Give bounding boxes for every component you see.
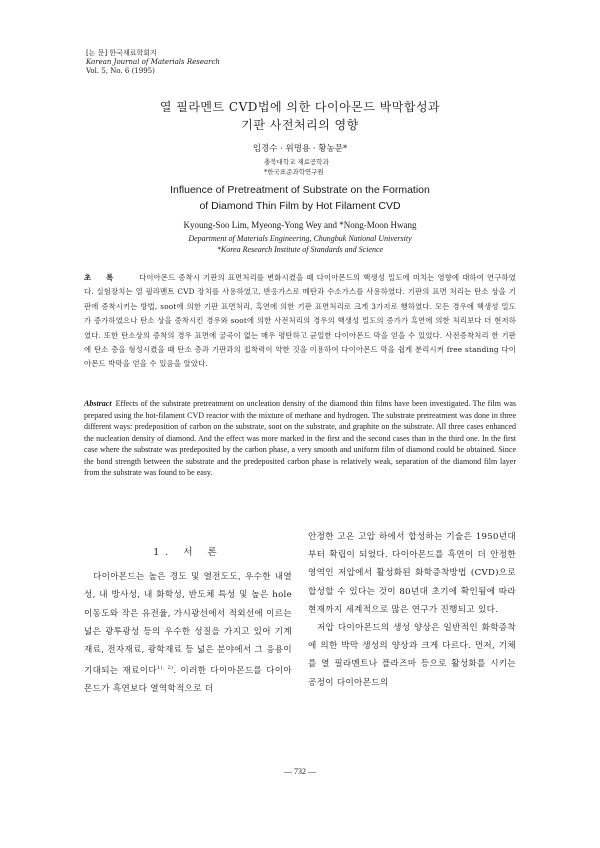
authors-korean: 임경수 · 위명용 · 황농문* xyxy=(252,144,348,154)
body-paragraph xyxy=(84,568,292,698)
affiliation-korean-line1: 충북대학교 재료공학과 xyxy=(264,158,329,166)
affiliation-english-line2: *Korea Research Institute of Standards and Science xyxy=(216,245,384,254)
body-column-right xyxy=(308,528,516,692)
affiliation-korean xyxy=(264,157,329,177)
title-korean xyxy=(0,98,600,134)
abstract-english xyxy=(84,398,516,479)
journal-name-ko: [논 문] 한국재료학회지 xyxy=(86,49,157,57)
body-column-left xyxy=(84,544,292,698)
page-number: — 732 — xyxy=(284,767,316,776)
journal-name-en: Korean Journal of Materials Research xyxy=(86,58,220,66)
abstract-korean-text: 다이아몬드 증착시 기판의 표면처리를 변화시켰을 때 다이아몬드의 핵생성 밀도에 미치는 영향에 대하여 연구하였다. 실험장치는 열 필라멘트 CVD 장치를 사용하였고, 반응가스로 메탄과 수소가스를 사용하였다. 기판의 표면 처리는 탄소 상을 기판에 증착시키는 방법, soot에 의한 기판 표면처리, 흑연에 의한 기판 표면처리로 크게 3가지로 행하였다. 모든 경우에 핵생성 밀도가 증가하였으나 탄소 상을 증착시킨 경우와 soot에 의한 사전처리의 경우의 핵생성 밀도의 증가가 흑연에 의한 처리보다 더 현저하였다. 또한 탄소상의 증착의 경우 표면에 굴곡이 없는 매우 평탄하고 균일한 다이아몬드 막을 얻을 수 있었다. 사전증착처리 한 기판에 탄소 층을 형성시켰을 때 탄소 층과 기판과의 접착력이 약한 것을 이용하여 다이아몬드 막을 쉽게 분리시켜 free standing 다이아몬드 박막을 얻을 수 있음을 알았다. xyxy=(84,273,516,369)
abstract-korean xyxy=(84,271,516,372)
body-text: 다이아몬드는 높은 경도 및 열전도도, 우수한 내열성, 내 방사성, 내 화학성, 반도체 특성 및 높은 hole 이동도와 작은 유전율, 가시광선에서 적외선에 이르는 넓은 광투광성 등의 우수한 성질을 가지고 있어 기계재료, 전자재료, 광학재료 등 넓은 분야에서 그 응용이 기대되는 재료이다 xyxy=(84,572,292,677)
abstract-english-text: Effects of the substrate pretreatment on uncleation density of the diamond thin films have been investigated. The film was prepared using the hot-filament CVD reactor with the mixture of methane and hydrogen. The substrate pretreatment was done in three different ways: predeposition of carbon on the substrate, soot on the substrate, and graphite on the substrate. All three cases enhanced the nucleation density of diamond. And the effect was more marked in the first and the second cases than in the third one. In the first case where the substrate was predeposited by the carbon phase, a very smooth and uniform film of diamond could be obtained. Since the bond strength between the substrate and the predeposited carbon phase is relatively weak, separation of the diamond film layer from the substrate was found to be easy. xyxy=(84,399,516,477)
section-title: 1. 서 론 xyxy=(153,547,223,558)
title-english-line2: of Diamond Thin Film by Hot Filament CVD xyxy=(199,200,401,212)
affiliation-english xyxy=(0,233,600,255)
affiliation-korean-line2: *한국표준과학연구원 xyxy=(264,168,324,176)
abstract-english-label: Abstract xyxy=(84,399,112,408)
reference-superscript: 1), 2) xyxy=(156,665,174,672)
body-paragraph: 저압 다이아몬드의 생성 양상은 일반적인 화학증착에 의한 박막 생성의 양상과 크게 다르다. 먼저, 기체를 열 필라멘트나 플라즈마 등으로 활성화를 시키는 공정이 다이아몬드의 xyxy=(308,623,516,688)
body-text-continued: . 이러한 다이아몬드를 다이아몬드가 흑연보다 열역학적으로 더 xyxy=(84,666,292,695)
affiliation-english-line1: Department of Materials Engineering, Chungbuk National University xyxy=(188,234,412,243)
title-english-line1: Influence of Pretreatment of Substrate on the Formation xyxy=(170,184,430,196)
title-korean-line2: 기판 사전처리의 영향 xyxy=(241,118,359,132)
body-paragraph-continued: 안정한 고온 고압 하에서 합성하는 기술은 1950년대부터 확립이 되었다. 다이아몬드를 흑연이 더 안정한 영역인 저압에서 활성화된 화학증착방법 (CVD)으로 합성할 수 있다는 것이 80년대 초기에 확인됨에 따라 현재까지 세계적으로 많은 연구가 진행되고 있다. xyxy=(308,532,516,615)
journal-header xyxy=(86,49,220,76)
authors-english: Kyoung-Soo Lim, Myeong-Yong Wey and *Nong-Moon Hwang xyxy=(183,220,417,230)
abstract-korean-label: 초 록 xyxy=(84,273,120,282)
title-korean-line1: 열 필라멘트 CVD법에 의한 다이아몬드 박막합성과 xyxy=(159,100,441,114)
title-english xyxy=(0,182,600,214)
journal-volume: Vol. 5, No. 6 (1995) xyxy=(86,67,155,75)
